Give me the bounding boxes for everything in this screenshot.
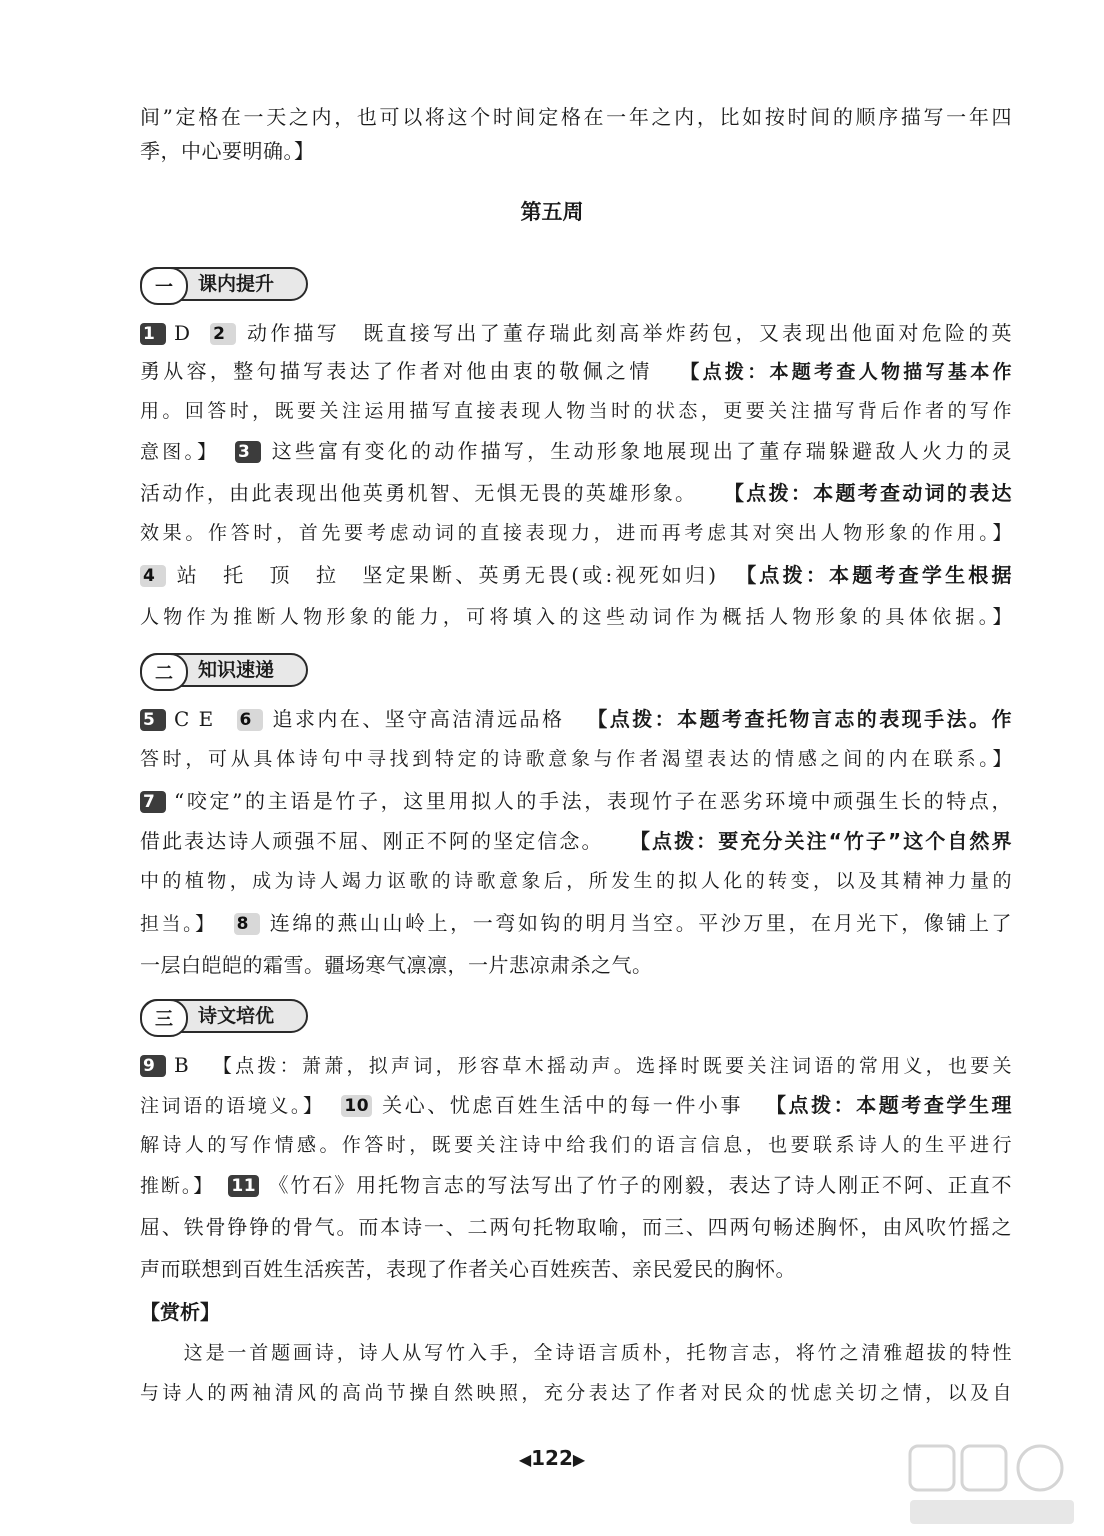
question-number: 1 (140, 323, 166, 345)
section-number: 二 (140, 653, 188, 691)
answer-text: 这些富有变化的动作描写，生动形象地展现出了董存瑞躲避敌人火力的灵 (268, 439, 1012, 463)
answer-line: 屈、铁骨铮铮的骨气。而本诗一、二两句托物取喻，而三、四两句畅述胸怀，由风吹竹摇之 (140, 1215, 1012, 1239)
answer-line (140, 1046, 1012, 1084)
right-arrow-icon: ▶ (572, 1450, 586, 1469)
question-number: 9 (140, 1055, 166, 1077)
question-number: 8 (234, 913, 260, 935)
section-number: 一 (140, 267, 188, 305)
section-pill (140, 653, 308, 687)
hint-line: 解诗人的写作情感。作答时，既要关注诗中给我们的语言信息，也要联系诗人的生平进行 (140, 1134, 1012, 1156)
hint-line: 人物作为推断人物形象的能力，可将填入的这些动词作为概括人物形象的具体依据。】 (140, 606, 1012, 628)
question-number: 5 (140, 709, 166, 731)
page-number-text: 122 (531, 1446, 573, 1470)
question-number: 7 (140, 791, 166, 813)
appreciation-text: 这是一首题画诗，诗人从写竹入手，全诗语言质朴，托物言志，将竹之清雅超拔的特性 (140, 1342, 1012, 1364)
answer-text: 站 托 顶 拉 坚定果断、英勇无畏(或:视死如归) (174, 563, 717, 587)
answer-text: 关心、忧虑百姓生活中的每一件小事 (380, 1093, 744, 1117)
answer-text: B (174, 1053, 190, 1077)
answer-text: 连绵的燕山山岭上，一弯如钩的明月当空。平沙万里，在月光下，像铺上了 (267, 911, 1012, 935)
week-title: 第五周 (520, 199, 584, 224)
answer-text: 借此表达诗人顽强不屈、刚正不阿的坚定信念。 (140, 829, 604, 853)
appreciation-text: 与诗人的两袖清风的高尚节操自然映照，充分表达了作者对民众的忧虑关切之情，以及自 (140, 1382, 1012, 1404)
answer-text: 活动作，由此表现出他英勇机智、无惧无畏的英雄形象。 (140, 481, 698, 505)
answer-line (140, 782, 1012, 820)
answer-line (140, 556, 1012, 594)
answer-line (140, 1086, 1012, 1124)
tip-text: 【点拨：本题考查动词的表达 (724, 481, 1012, 505)
answer-text: “咬定”的主语是竹子，这里用拟人的手法，表现竹子在恶劣环境中顽强生长的特点， (174, 789, 1012, 813)
tip-text: 【点拨：本题考查学生理 (765, 1093, 1012, 1117)
hint-line: 中的植物，成为诗人竭力讴歌的诗歌意象后，所发生的拟人化的转变，以及其精神力量的 (140, 870, 1012, 892)
section-pill (140, 999, 308, 1033)
hint-line: 答时，可从具体诗句中寻找到特定的诗歌意象与作者渴望表达的情感之间的内在联系。】 (140, 748, 1012, 770)
hint-text (680, 361, 1012, 383)
question-number: 6 (237, 709, 263, 731)
answer-line (140, 314, 1012, 352)
answer-text: D (174, 321, 191, 345)
answer-text: 动作描写 既直接写出了董存瑞此刻高举炸药包，又表现出他面对危险的英 (244, 321, 1012, 345)
section-heading-3 (140, 998, 308, 1034)
tip-text: 【点拨：萧萧，拟声词，形容草木摇动声。选择时既要关注词语的常用义，也要关 (212, 1055, 1012, 1077)
answer-line (140, 904, 1012, 942)
section-title: 知识速递 (198, 659, 275, 681)
answer-text: 追求内在、坚守高洁清远品格 (270, 707, 565, 731)
section-pill (140, 267, 308, 301)
tip-text: 【点拨：本题考查人物描写基本作 (680, 361, 1012, 383)
answer-line (140, 700, 1012, 738)
answer-line (140, 1166, 1012, 1204)
hint-text: 推断。】 (140, 1175, 215, 1197)
hint-line: 效果。作答时，首先要考虑动词的直接表现力，进而再考虑其对突出人物形象的作用。】 (140, 522, 1012, 544)
text-line: 间”定格在一天之内，也可以将这个时间定格在一年之内，比如按时间的顺序描写一年四 (140, 105, 1012, 129)
answer-text: C E (174, 707, 214, 731)
answer-line (140, 352, 1012, 390)
question-number: 11 (228, 1175, 259, 1197)
text-line: 季，中心要明确。】 (140, 139, 315, 163)
hint-text: 担当。】 (140, 913, 217, 935)
question-number: 3 (235, 441, 261, 463)
hint-text: 注词语的语境义。】 (140, 1095, 325, 1117)
watermark-logo-icon (902, 1440, 1082, 1532)
question-number: 4 (140, 565, 166, 587)
answer-line (140, 474, 1012, 512)
tip-text: 【点拨：本题考查托物言志的表现手法。作 (587, 707, 1012, 731)
answer-text: 《竹石》用托物言志的写法写出了竹子的刚毅，表达了诗人刚正不阿、正直不 (267, 1173, 1012, 1197)
answer-text: 勇从容，整句描写表达了作者对他由衷的敬佩之情 (140, 359, 653, 383)
answer-line: 声而联想到百姓生活疾苦，表现了作者关心百姓疾苦、亲民爱民的胸怀。 (140, 1257, 796, 1281)
section-title: 课内提升 (198, 273, 275, 295)
question-number: 2 (210, 323, 236, 345)
hint-text: 意图。】 (140, 441, 220, 463)
answer-line (140, 432, 1012, 470)
answer-line: 一层白皑皑的霜雪。疆场寒气凛凛，一片悲凉肃杀之气。 (140, 953, 653, 977)
section-heading-2 (140, 652, 308, 688)
hint-line: 用。回答时，既要关注运用描写直接表现人物当时的状态，更要关注描写背后作者的写作 (140, 400, 1012, 422)
tip-text: 【点拨：本题考查学生根据 (736, 563, 1012, 587)
left-arrow-icon: ◀ (518, 1450, 532, 1469)
tip-text: 【点拨：要充分关注“竹子”这个自然界 (629, 829, 1012, 853)
appreciation-label: 【赏析】 (140, 1300, 220, 1324)
answer-line (140, 822, 1012, 860)
section-number: 三 (140, 999, 188, 1037)
section-title: 诗文培优 (198, 1005, 275, 1027)
question-number: 10 (341, 1095, 372, 1117)
section-heading-1 (140, 266, 308, 302)
